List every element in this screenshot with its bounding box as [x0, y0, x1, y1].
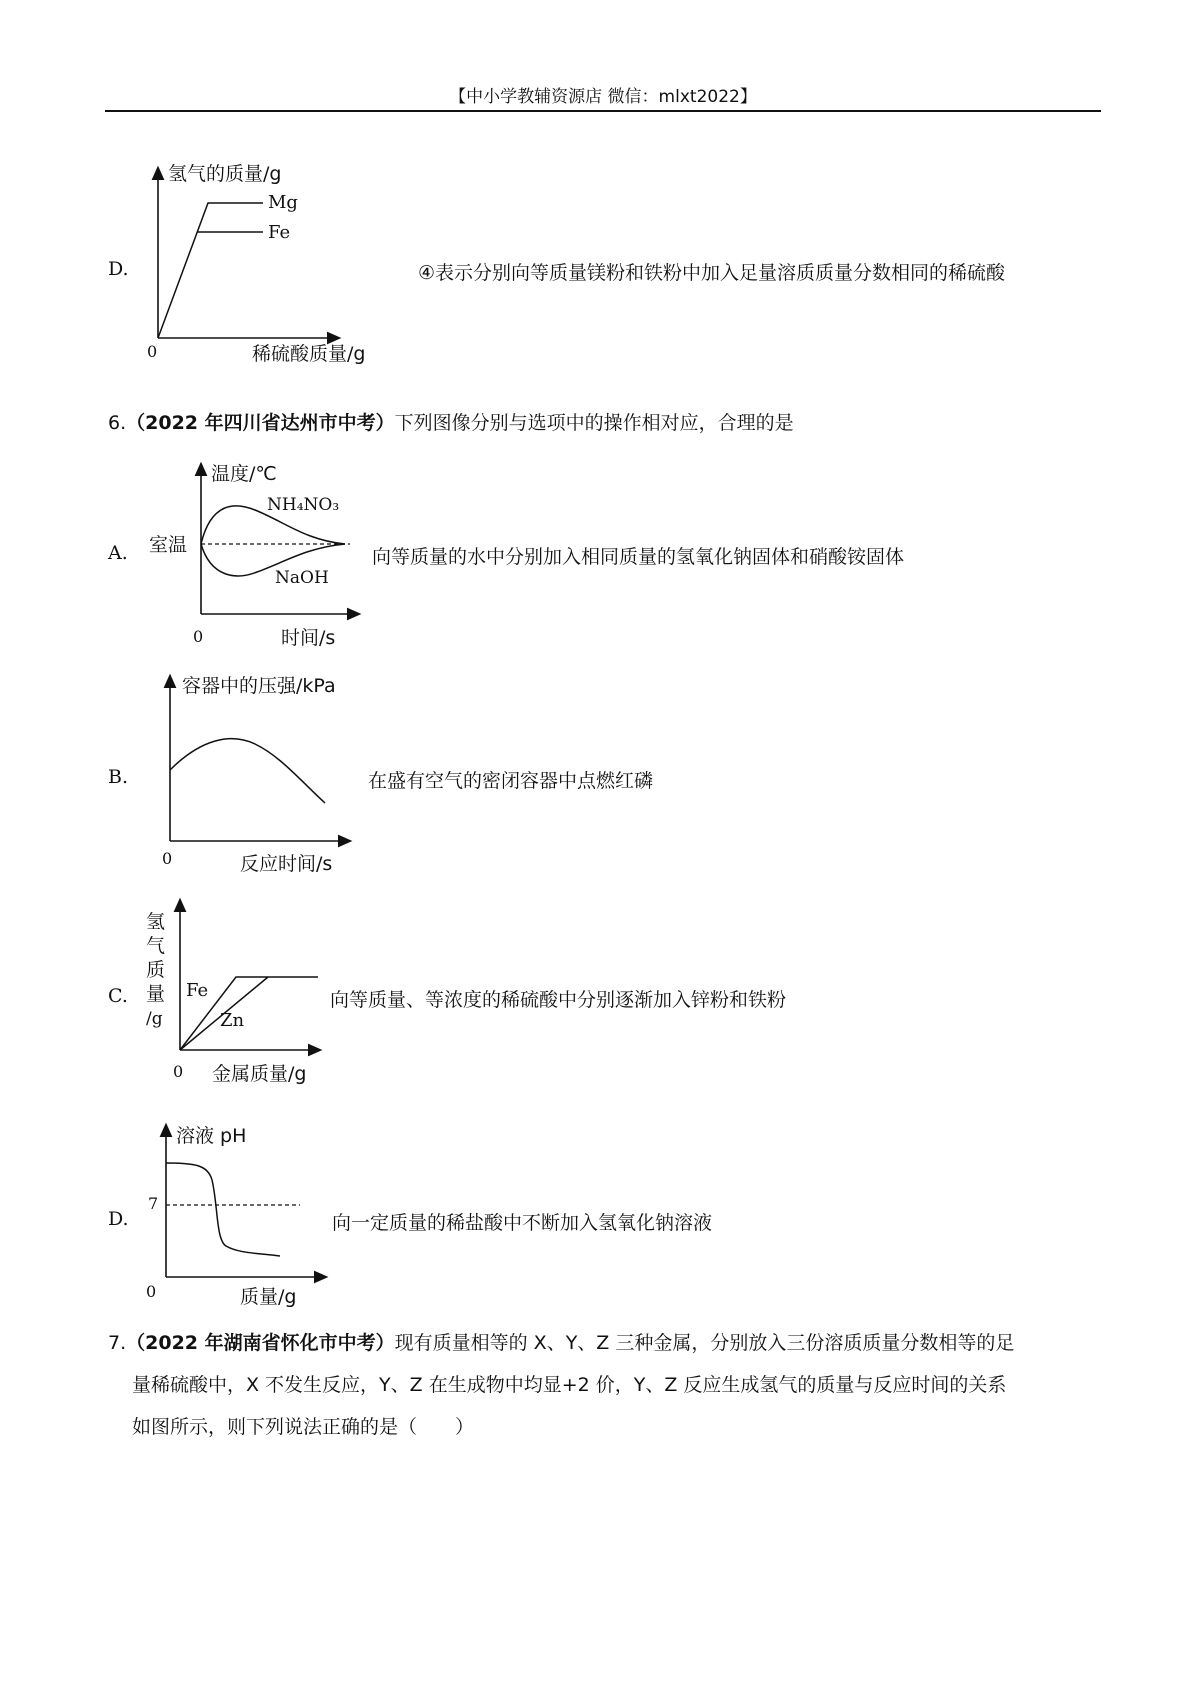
- q7-line-2: 量稀硫酸中，X 不发生反应，Y、Z 在生成物中均显+2 价，Y、Z 反应生成氢气的质量与反应时间的关系: [132, 1374, 1007, 1396]
- q6-option-b-label: B.: [108, 766, 129, 788]
- q6-option-a-statement: 向等质量的水中分别加入相同质量的氢氧化钠固体和硝酸铵固体: [372, 546, 905, 568]
- y-axis-label: 容器中的压强/kPa: [182, 675, 336, 697]
- q6-stem: [108, 402, 794, 444]
- q7-source: （2022 年湖南省怀化市中考）: [126, 1332, 395, 1354]
- pressure-curve: [170, 739, 325, 803]
- q6-stem-text: 下列图像分别与选项中的操作相对应，合理的是: [394, 412, 794, 434]
- nh4no3-label: NH₄NO₃: [267, 495, 340, 515]
- q6-option-d-label: D.: [108, 1208, 129, 1230]
- y-label-char-1: 氢: [146, 911, 166, 933]
- y-label-char-2: 气: [146, 935, 166, 957]
- q5-d-graph: [147, 162, 400, 365]
- q6-option-c-label: C.: [108, 985, 128, 1007]
- x-axis-label: 质量/g: [240, 1286, 297, 1308]
- fe-label: Fe: [186, 980, 209, 1001]
- origin-label: 0: [146, 1282, 157, 1301]
- q6-d-graph: [140, 1125, 330, 1315]
- q7-number: 7.: [108, 1332, 127, 1354]
- x-axis-label: 反应时间/s: [240, 853, 333, 875]
- q5-option-d-label: D.: [108, 258, 129, 280]
- q6-a-graph: [145, 458, 370, 658]
- x-axis-label: 金属质量/g: [212, 1063, 307, 1085]
- zn-label: Zn: [220, 1010, 245, 1031]
- q7-line-3: 如图所示，则下列说法正确的是（ ）: [132, 1416, 475, 1438]
- q6-option-c-statement: 向等质量、等浓度的稀硫酸中分别逐渐加入锌粉和铁粉: [330, 989, 787, 1011]
- q6-option-d-statement: 向一定质量的稀盐酸中不断加入氢氧化钠溶液: [332, 1212, 713, 1234]
- y-label-char-5: /g: [146, 1009, 163, 1029]
- naoh-label: NaOH: [275, 568, 329, 588]
- y-label-char-3: 质: [146, 959, 166, 981]
- mg-series-label: Mg: [268, 192, 298, 213]
- origin-label: 0: [173, 1062, 184, 1081]
- q7-stem: [108, 1322, 1098, 1448]
- x-axis-label: 时间/s: [281, 627, 336, 649]
- q6-c-graph: [140, 900, 325, 1090]
- q7-line-1: [108, 1322, 1098, 1364]
- q6-source: （2022 年四川省达州市中考）: [126, 412, 395, 434]
- q6-b-graph: [150, 670, 370, 875]
- fe-series-label: Fe: [268, 222, 291, 243]
- q6-option-a-label: A.: [108, 542, 128, 564]
- ph-curve: [166, 1163, 280, 1256]
- y-axis-label: 溶液 pH: [176, 1125, 247, 1147]
- q5-option-d-statement: ④表示分别向等质量镁粉和铁粉中加入足量溶质质量分数相同的稀硫酸: [418, 262, 1006, 284]
- ph7-label: 7: [148, 1194, 159, 1213]
- y-axis-label: 温度/℃: [211, 463, 277, 485]
- origin-label: 0: [193, 627, 204, 646]
- q6-number: 6.: [108, 412, 127, 434]
- y-axis-label: 氢气的质量/g: [168, 163, 282, 185]
- mg-curve: [158, 203, 263, 338]
- origin-label: 0: [147, 342, 158, 361]
- q6-option-b-statement: 在盛有空气的密闭容器中点燃红磷: [368, 770, 654, 792]
- room-temp-label: 室温: [149, 534, 188, 556]
- origin-label: 0: [162, 849, 173, 868]
- x-axis-label: 稀硫酸质量/g: [252, 343, 366, 365]
- y-label-char-4: 量: [146, 983, 166, 1005]
- q7-stem-line-1: 现有质量相等的 X、Y、Z 三种金属，分别放入三份溶质质量分数相等的足: [394, 1332, 1015, 1354]
- page-header: 【中小学教辅资源店 微信：mlxt2022】: [105, 82, 1101, 112]
